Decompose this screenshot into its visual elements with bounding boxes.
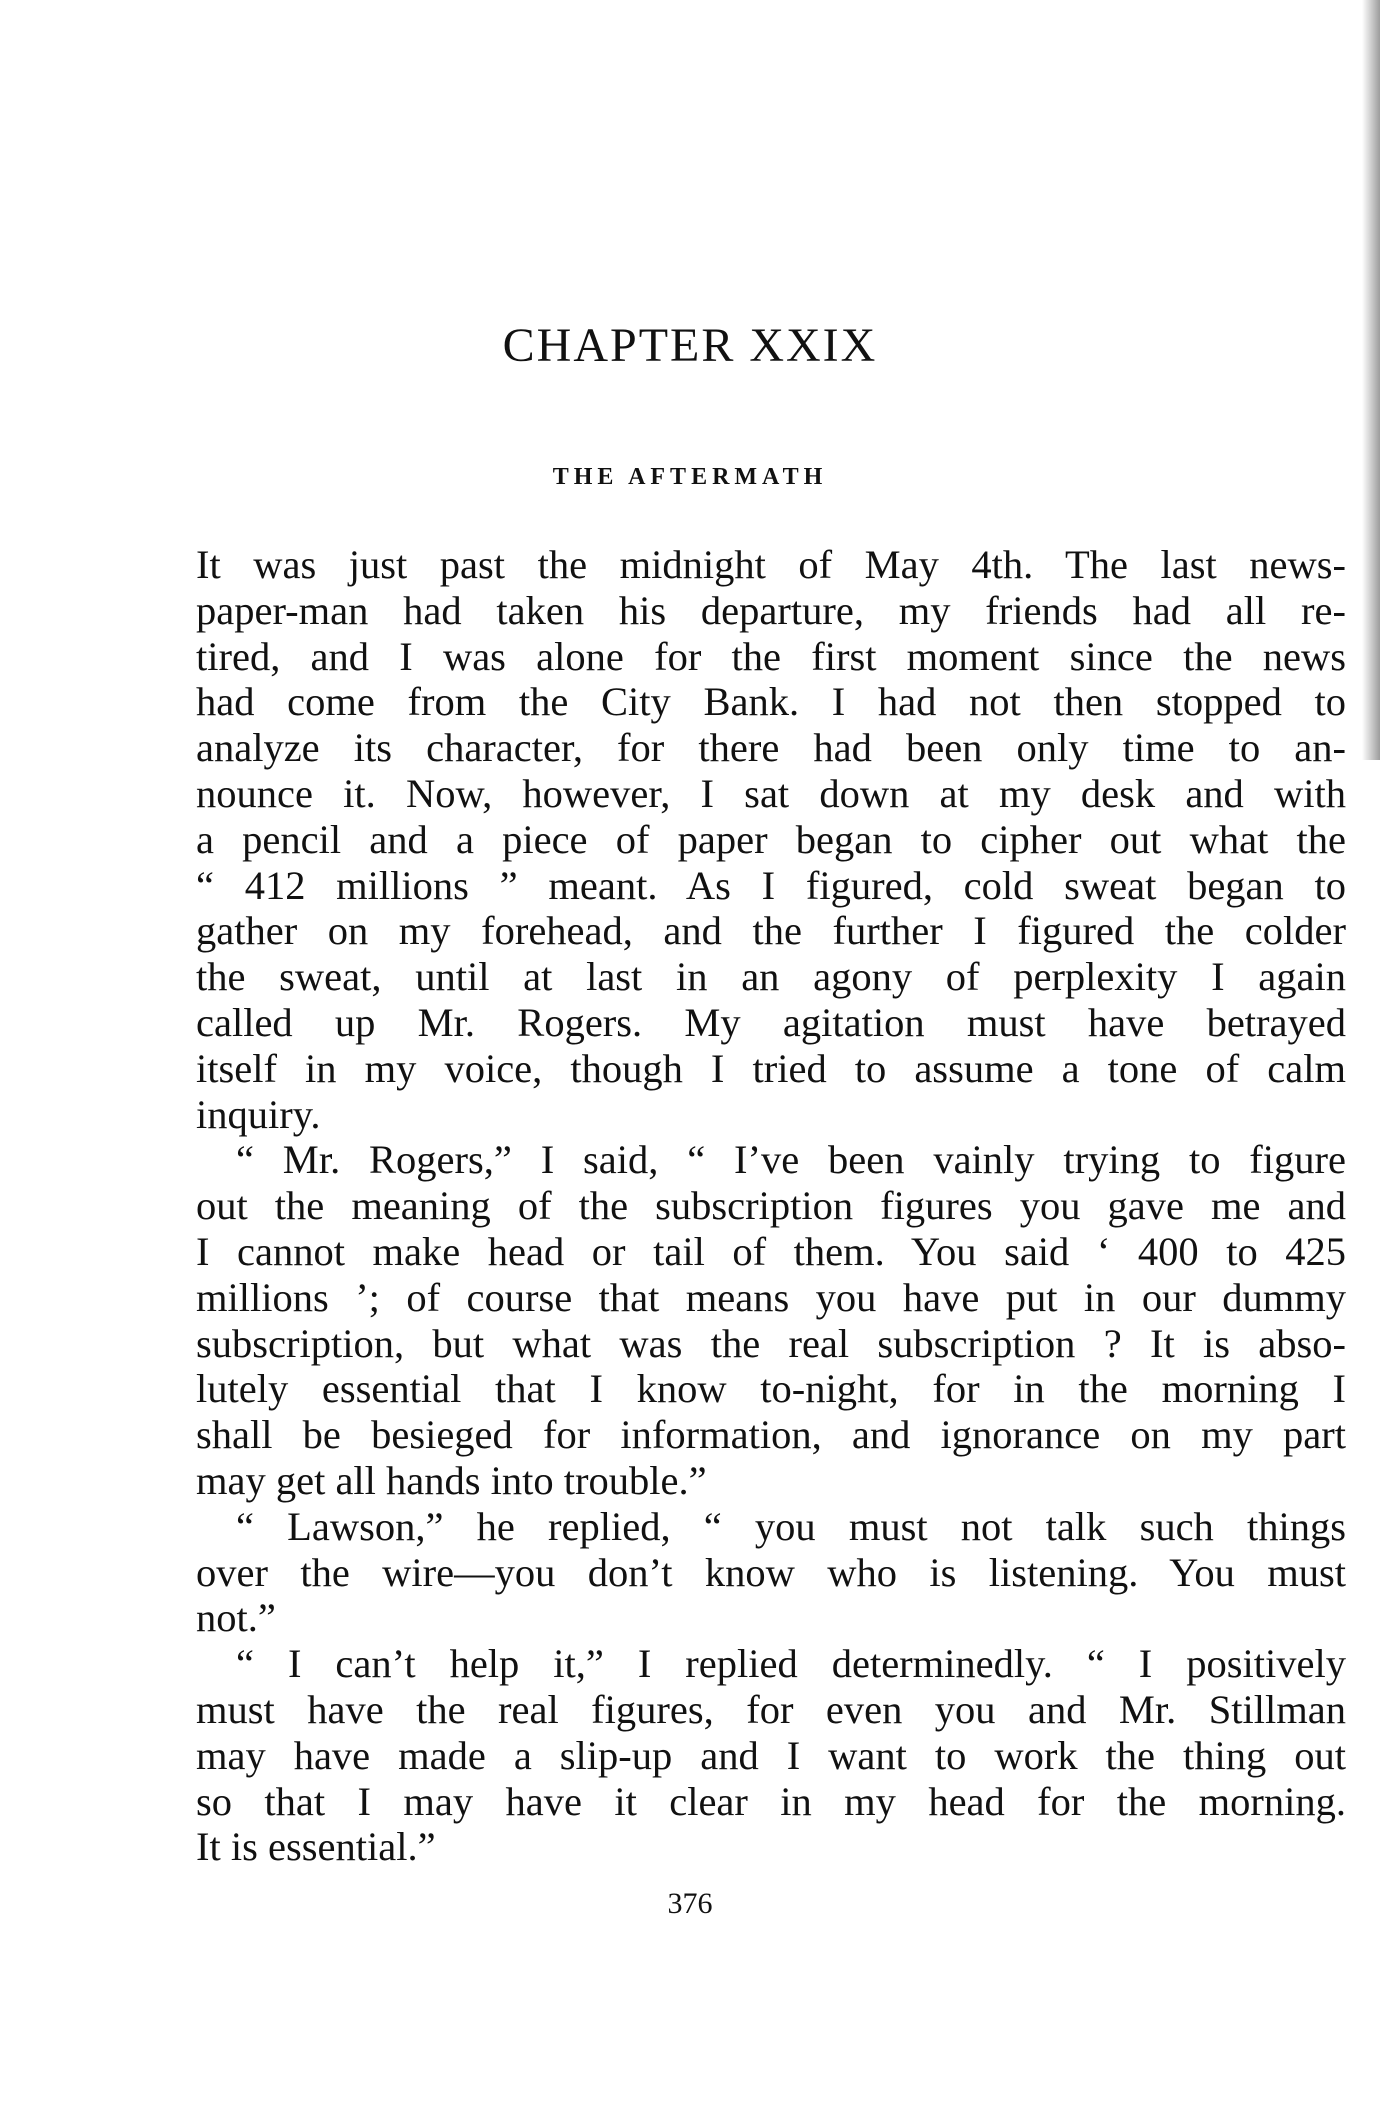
body-line: “ Mr. Rogers,” I said, “ I’ve been vainly trying to figure: [236, 1137, 1346, 1183]
body-line: itself in my voice, though I tried to assume a tone of calm: [196, 1045, 1346, 1091]
body-line: It is essential.”: [196, 1824, 436, 1870]
body-line: so that I may have it clear in my head for the morning.: [196, 1778, 1346, 1824]
body-line: over the wire—you don’t know who is listening. You must: [196, 1549, 1346, 1595]
body-line: shall be besieged for information, and ignorance on my part: [196, 1412, 1346, 1458]
body-line: subscription, but what was the real subscription ? It is abso-: [196, 1320, 1346, 1366]
body-line: millions ’; of course that means you have put in our dummy: [196, 1274, 1346, 1320]
chapter-body: [196, 542, 1346, 1870]
chapter-title: CHAPTER XXIX: [502, 319, 878, 372]
body-line: lutely essential that I know to-night, for in the morning I: [196, 1366, 1346, 1412]
body-line: paper-man had taken his departure, my friends had all re-: [196, 587, 1346, 633]
body-line: It was just past the midnight of May 4th. The last news-: [196, 542, 1346, 587]
body-line: out the meaning of the subscription figures you gave me and: [196, 1183, 1346, 1229]
page-number: 376: [667, 1887, 713, 1920]
body-line: analyze its character, for there had been only time to an-: [196, 725, 1346, 771]
body-line: inquiry.: [196, 1091, 321, 1137]
body-line: “ 412 millions ” meant. As I figured, cold sweat began to: [196, 862, 1346, 908]
body-line: the sweat, until at last in an agony of perplexity I again: [196, 954, 1346, 1000]
body-line: not.”: [196, 1595, 276, 1641]
body-line: called up Mr. Rogers. My agitation must have betrayed: [196, 999, 1346, 1045]
body-line: a pencil and a piece of paper began to cipher out what the: [196, 816, 1346, 862]
body-line: may have made a slip-up and I want to work the thing out: [196, 1732, 1346, 1778]
body-line: gather on my forehead, and the further I figured the colder: [196, 908, 1346, 954]
body-line: I cannot make head or tail of them. You said ‘ 400 to 425: [196, 1228, 1346, 1274]
page-binding-edge: [1362, 0, 1380, 760]
body-line: may get all hands into trouble.”: [196, 1457, 707, 1503]
body-line: must have the real figures, for even you and Mr. Stillman: [196, 1686, 1346, 1732]
body-line: “ I can’t help it,” I replied determinedly. “ I positively: [236, 1641, 1346, 1687]
chapter-subtitle: THE AFTERMATH: [552, 464, 828, 490]
body-line: “ Lawson,” he replied, “ you must not talk such things: [236, 1503, 1346, 1549]
body-line: had come from the City Bank. I had not then stopped to: [196, 679, 1346, 725]
body-line: nounce it. Now, however, I sat down at my desk and with: [196, 770, 1346, 816]
body-line: tired, and I was alone for the first moment since the news: [196, 633, 1346, 679]
